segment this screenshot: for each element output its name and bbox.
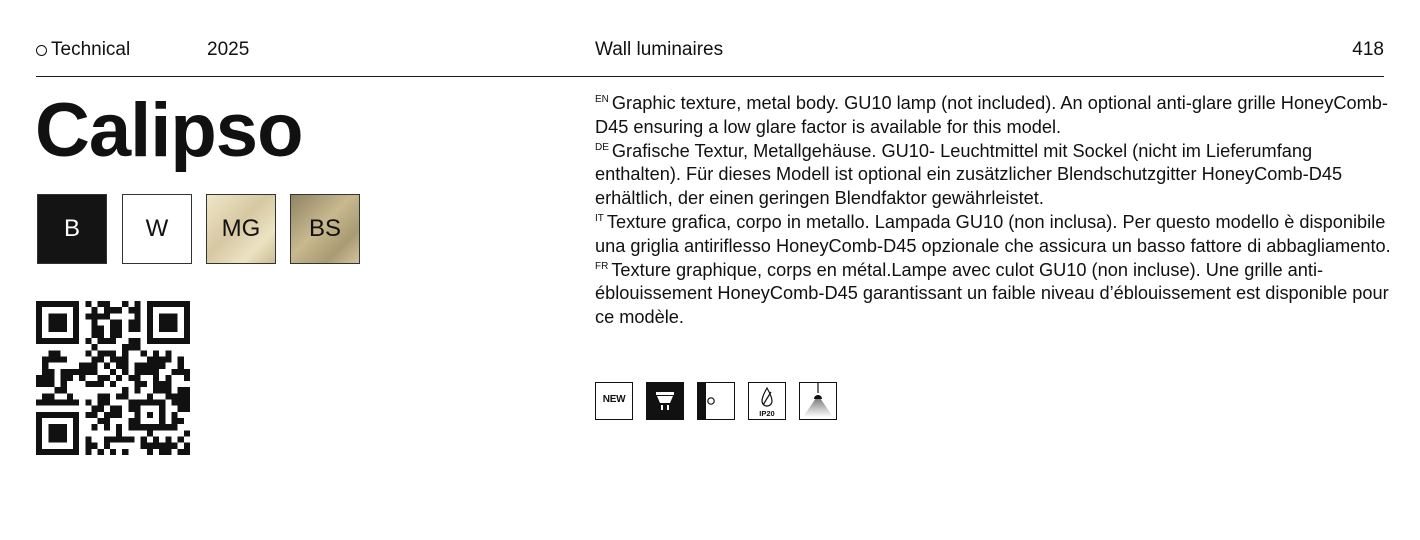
ip20-label: IP20: [759, 409, 775, 418]
description-fr: [595, 259, 1395, 330]
description-text: Grafische Textur, Metallgehäuse. GU10- Leuchtmittel mit Sockel (nicht im Lieferumfang enthalten). Für dieses Modell ist optional ein zusätzlicher Blendschutzgitter HoneyComb-D45 erhältlich, der einen geringen Blendfaktor gewährleistet.: [595, 140, 1343, 209]
description-it: [595, 211, 1395, 259]
qr-code-icon: [36, 301, 190, 455]
description-text: Graphic texture, metal body. GU10 lamp (not included). An optional anti-glare grille HoneyComb-D45 ensuring a low glare factor is available for this model.: [595, 93, 1388, 137]
finish-code: MG: [221, 215, 261, 242]
language-tag: DE: [595, 141, 609, 153]
finish-code: W: [145, 215, 169, 242]
finish-swatch-bs: [290, 194, 360, 264]
page-header: [36, 0, 1384, 77]
description-text: Texture grafica, corpo in metallo. Lampada GU10 (non inclusa). Per questo modello è disponibile una griglia antiriflesso HoneyComb-D45 opzionale che assicura un basso fattore di abbagliamento.: [595, 211, 1391, 256]
product-description: [595, 92, 1395, 330]
description-de: [595, 140, 1395, 211]
light-beam-icon: [799, 382, 837, 420]
language-tag: EN: [595, 93, 609, 105]
language-tag: IT: [595, 212, 604, 224]
ip20-rating-icon: [748, 382, 786, 420]
finish-swatch-b: [37, 194, 107, 264]
product-title: Calipso: [35, 88, 303, 173]
finish-swatch-w: [122, 194, 192, 264]
finish-code: B: [63, 215, 80, 242]
circle-outline-icon: [36, 45, 47, 56]
new-badge-label: NEW: [602, 394, 626, 405]
new-badge-icon: [595, 382, 633, 420]
description-text: Texture graphique, corps en métal.Lampe avec culot GU10 (non incluse). Une grille anti-éblouissement HoneyComb-D45 garantissant un faible niveau d’éblouissement est disponible pour ce modèle.: [595, 259, 1389, 328]
gu10-lamp-icon: [646, 382, 684, 420]
finish-code: BS: [308, 215, 341, 242]
category-label: Wall luminaires: [595, 39, 724, 60]
description-en: [595, 92, 1395, 140]
language-tag: FR: [595, 260, 609, 272]
page-number: 418: [1352, 39, 1384, 60]
section-label: Technical: [51, 39, 131, 60]
finish-swatch-mg: [206, 194, 276, 264]
year-label: 2025: [207, 39, 250, 60]
wall-mount-icon: [697, 382, 735, 420]
